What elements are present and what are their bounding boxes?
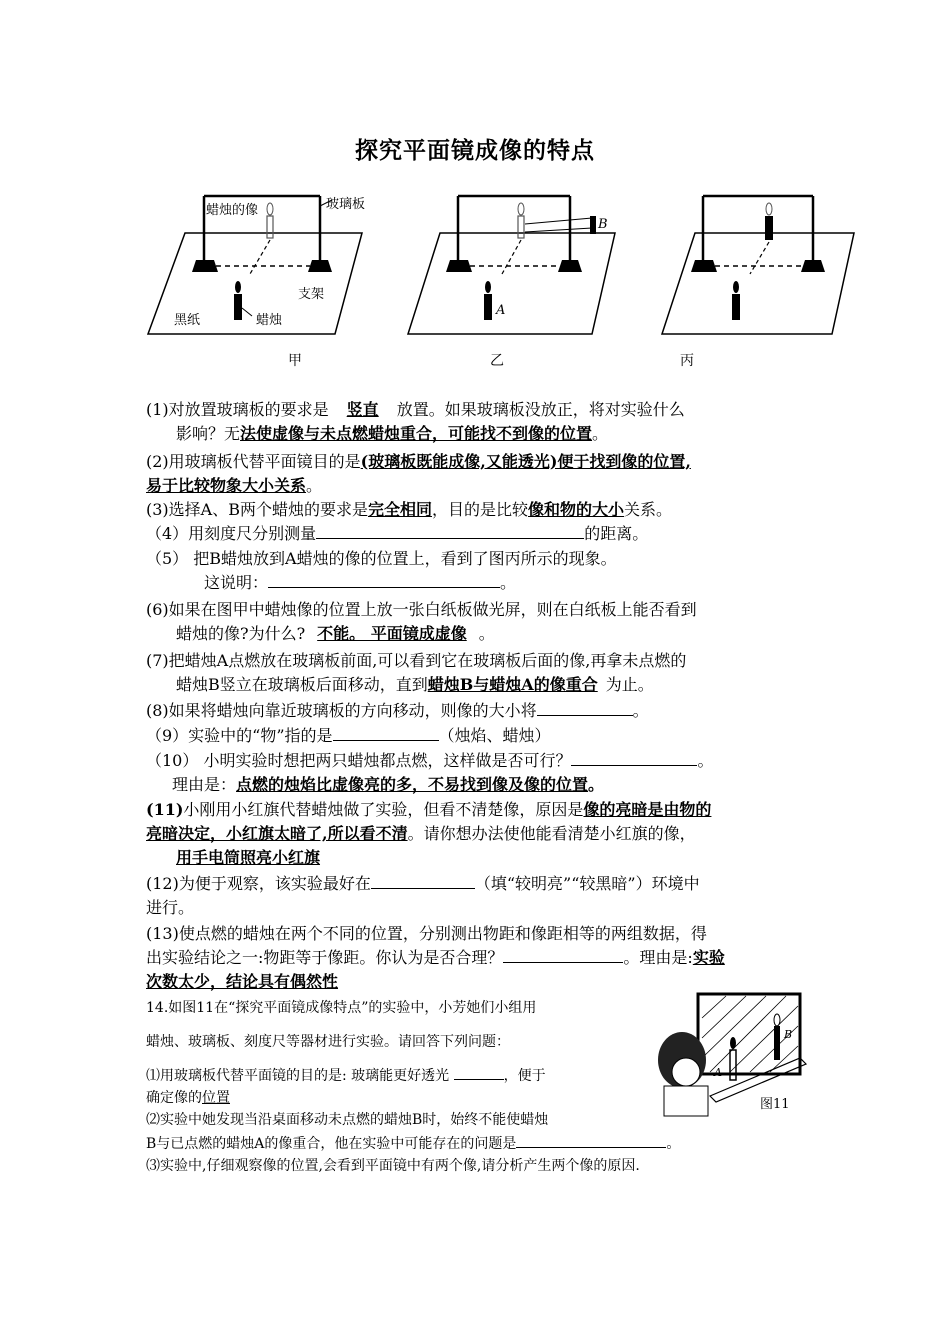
caption-yi: 乙 <box>490 353 504 369</box>
answer-2a: (玻璃板既能成像,又能透光)便于找到像的位置, <box>360 452 691 471</box>
question-10: （10） 小明实验时想把两只蜡烛都点燃，这样做是否可行？ 。 理由是：点燃的烛焰比虚像亮的多，不易找到像及像的位置。 <box>146 751 714 794</box>
question-9: （9）实验中的“物”指的是 （烛焰、蜡烛） <box>146 726 551 745</box>
label-candle-image: 蜡烛的像 <box>206 203 259 218</box>
figure-yi <box>408 196 615 334</box>
experiment-figures <box>140 188 860 368</box>
question-5: （5） 把B蜡烛放到A蜡烛的像的位置上，看到了图丙所示的现象。 这说明： 。 <box>146 549 617 592</box>
page-title: 探究平面镜成像的特点 <box>355 137 595 164</box>
blank-10[interactable] <box>571 749 697 766</box>
answer-1a: 竖直 <box>346 400 379 419</box>
label-glass-plate: 玻璃板 <box>326 197 366 212</box>
label-black-paper: 黑纸 <box>174 313 201 328</box>
caption-jia: 甲 <box>288 353 302 369</box>
answer-2b: 易于比较物象大小关系 <box>146 476 307 495</box>
question-4: （4）用刻度尺分别测量 的距离。 <box>146 524 649 543</box>
figure-11-caption: 图11 <box>760 1097 790 1112</box>
blank-14-1[interactable] <box>454 1063 504 1080</box>
answer-14-1: 位置 <box>202 1090 230 1106</box>
answer-11b: 亮暗决定，小红旗太暗了,所以看不清 <box>146 824 408 843</box>
caption-bing: 丙 <box>680 353 694 369</box>
label-a-yi: A <box>496 303 506 318</box>
question-1: (1)对放置玻璃板的要求是 竖直 放置。如果玻璃板没放正，将对实验什么 影响？无法使虚像与未点燃蜡烛重合，可能找不到像的位置。 <box>146 400 685 443</box>
blank-4[interactable] <box>316 522 584 539</box>
blank-5[interactable] <box>268 571 500 588</box>
answer-13a: 实验 <box>692 948 725 967</box>
question-14: 14.如图11在“探究平面镜成像特点”的实验中，小芳她们小组用 蜡烛、玻璃板、刻度尺等器材进行实验。请回答下列问题： ⑴用玻璃板代替平面镜的目的是: 玻璃能更好透光 ，便于 确定像的位置 ⑵实验中她发现当沿桌面移动未点燃的蜡烛B时，始终不能使蜡烛 B与已点燃的蜡烛A的像重合，他在实验中可能存在的问题是 。 ⑶实验中,仔细观察像的位置,会看到平面镜中有两个像,请分析产生两个像的原因. <box>146 1000 681 1174</box>
answer-10: 点燃的烛焰比虚像亮的多，不易找到像及像的位置 <box>236 775 589 794</box>
blank-12[interactable] <box>371 872 475 889</box>
fig11-label-a: A <box>714 1066 722 1079</box>
question-3: (3)选择A、B两个蜡烛的要求是完全相同，目的是比较像和物的大小关系。 <box>146 500 673 519</box>
blank-9[interactable] <box>333 724 439 741</box>
figure-bing <box>662 196 854 334</box>
answer-1b: 法使虚像与未点燃蜡烛重合，可能找不到像的位置 <box>240 424 593 443</box>
question-13: (13)使点燃的蜡烛在两个不同的位置，分别测出物距和像距相等的两组数据，得 出实验结论之一:物距等于像距。你认为是否合理？ 。理由是:实验 次数太少，结论具有偶然性 <box>146 924 725 991</box>
label-stand: 支架 <box>298 287 325 302</box>
question-8: (8)如果将蜡烛向靠近玻璃板的方向移动，则像的大小将 。 <box>146 701 649 720</box>
fig11-label-b: B <box>784 1028 793 1041</box>
label-b-yi: B <box>598 217 608 232</box>
answer-11c: 用手电筒照亮小红旗 <box>176 848 321 867</box>
answer-3a: 完全相同 <box>367 500 432 519</box>
blank-14-2[interactable] <box>516 1131 666 1148</box>
blank-13[interactable] <box>503 946 623 963</box>
label-candle: 蜡烛 <box>256 313 283 328</box>
question-11: (11)小刚用小红旗代替蜡烛做了实验，但看不清楚像，原因是像的亮暗是由物的 亮暗决定，小红旗太暗了,所以看不清。请你想办法使他能看清楚小红旗的像， 用手电筒照亮小红旗 <box>146 800 712 867</box>
question-7: (7)把蜡烛A点燃放在玻璃板前面,可以看到它在玻璃板后面的像,再拿未点燃的 蜡烛B竖立在玻璃板后面移动，直到蜡烛B与蜡烛A的像重合 为止。 <box>146 651 687 694</box>
answer-11a: 像的亮暗是由物的 <box>583 800 712 819</box>
answer-13b: 次数太少，结论具有偶然性 <box>146 972 339 991</box>
figure-jia <box>148 196 365 334</box>
answer-6: 不能。 平面镜成虚像 <box>317 624 467 643</box>
question-12: (12)为便于观察，该实验最好在 （填“较明亮”“较黑暗”）环境中 进行。 <box>146 874 700 917</box>
answer-3b: 像和物的大小 <box>528 500 625 519</box>
question-6: (6)如果在图甲中蜡烛像的位置上放一张白纸板做光屏，则在白纸板上能否看到 蜡烛的像?为什么? 不能。 平面镜成虚像 。 <box>146 600 697 643</box>
blank-8[interactable] <box>537 699 633 716</box>
question-2: (2)用玻璃板代替平面镜目的是(玻璃板既能成像,又能透光)便于找到像的位置, 易于比较物象大小关系。 <box>146 452 691 495</box>
answer-7: 蜡烛B与蜡烛A的像重合 <box>427 675 598 694</box>
